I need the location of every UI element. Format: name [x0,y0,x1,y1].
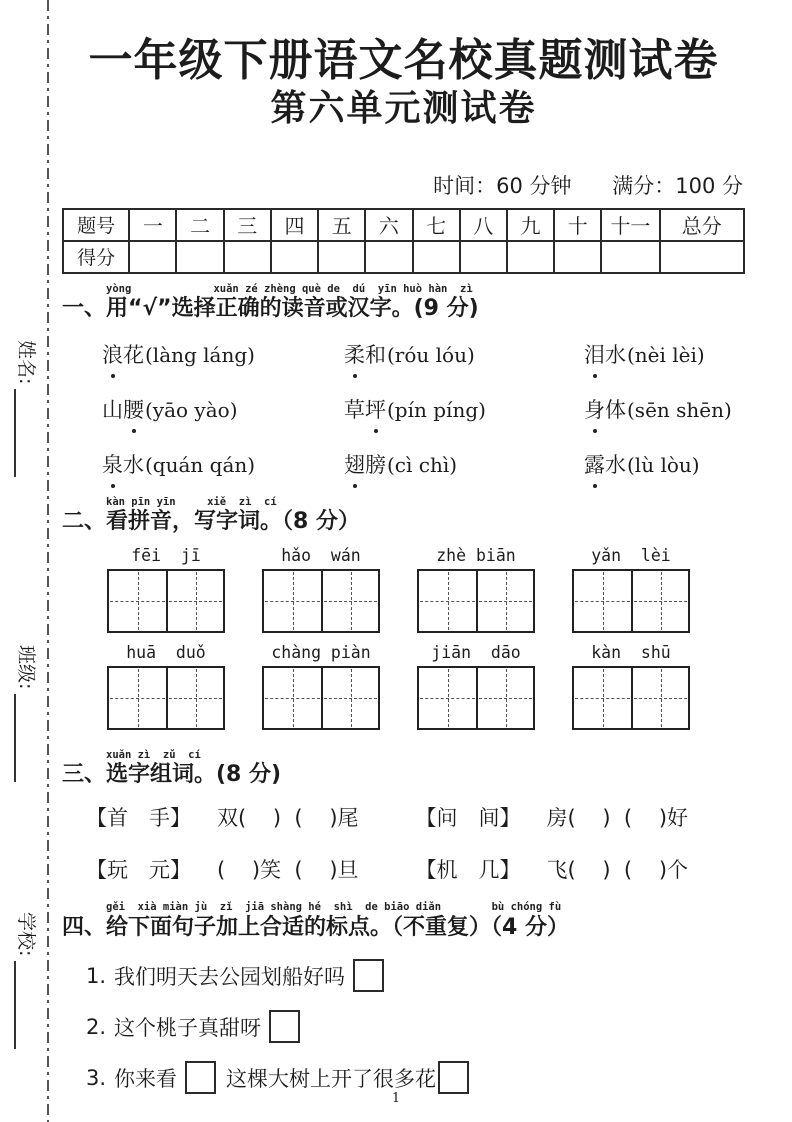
word-item: 露水(lù lòu) [584,449,745,479]
school-label: 学校: [15,912,37,957]
reading-choices[interactable]: (yāo yào) [145,397,238,422]
paper-content [62,0,745,1094]
word-item: 泉水(quán qán) [102,449,344,479]
writing-cell[interactable] [419,571,476,631]
char-choice-bracket: 【问 间】 [415,806,521,831]
score-table-score-row [63,241,744,273]
char-choice-blanks[interactable]: 飞( ) ( )个 [546,858,689,883]
writing-grid-pair [107,569,225,633]
reading-choices[interactable]: (róu lóu) [387,342,475,367]
pinyin-word: jiān dāo [431,642,521,662]
writing-grid-pair [572,569,690,633]
writing-cell[interactable] [166,571,223,631]
section3-groups [86,802,745,884]
score-cell[interactable] [460,241,507,273]
score-cell[interactable] [601,241,659,273]
section1-heading: 一、用“√”选择正确的读音或汉字。(9 分) [62,296,479,322]
char-choice-blanks[interactable]: 房( ) ( )好 [546,806,689,831]
time-info: 时间：60 分钟 [433,173,572,198]
punctuation-sentence [86,1061,745,1094]
writing-cell[interactable] [476,571,533,631]
word-item: 柔和(róu lóu) [344,339,584,369]
section4-heading: 四、给下面句子加上合适的标点。（不重复）（4 分） [62,914,569,940]
writing-cell[interactable] [631,571,688,631]
section3-heading: 三、选字组词。(8 分) [62,762,282,788]
writing-cell[interactable] [109,668,166,728]
pinyin-word: yǎn lèi [591,545,671,565]
dotted-char: 翅 [344,449,365,479]
sentence-text: 我们明天去公园划船好吗 [114,964,346,989]
writing-cell[interactable] [631,668,688,728]
sentence-text: 这个桃子真甜呀 [114,1015,262,1040]
writing-cell[interactable] [321,668,378,728]
section1-word-grid [102,339,745,479]
writing-cell[interactable] [166,668,223,728]
col-header: 十一 [601,209,659,241]
col-header: 六 [365,209,412,241]
writing-grid-pair [572,666,690,730]
binding-dashed-line [47,0,49,1122]
name-blank-line[interactable] [14,389,16,477]
word-item: 草坪(pín píng) [344,394,584,424]
col-header: 七 [413,209,460,241]
sentence-number: 2. [86,1014,107,1039]
writing-grid-pair [417,666,535,730]
writing-grid-row [107,666,745,730]
section2-heading: 二、看拼音，写字词。（8 分） [62,509,360,535]
col-header: 一 [129,209,176,241]
char-choice-group [86,854,416,884]
writing-cell[interactable] [109,571,166,631]
writing-grid-row [107,569,745,633]
word-item: 身体(sēn shēn) [584,394,745,424]
score-cell-total[interactable] [660,241,744,273]
pinyin-word: chàng piàn [271,642,371,662]
score-table [62,208,745,274]
col-header: 九 [507,209,554,241]
sentence-number: 1. [86,963,107,988]
pinyin-word: hǎo wán [281,545,361,565]
pinyin-word-row [107,643,745,662]
char-choice-group [416,854,746,884]
score-cell[interactable] [176,241,223,273]
student-school-field [14,912,41,1049]
char-choice-bracket: 【玩 元】 [86,858,191,883]
punctuation-box[interactable] [185,1061,216,1094]
writing-cell[interactable] [574,668,631,728]
writing-grid-pair [262,569,380,633]
writing-cell[interactable] [264,668,321,728]
char-choice-blanks[interactable]: ( )笑 ( )旦 [217,858,359,883]
col-header: 二 [176,209,223,241]
dotted-char: 坪 [365,394,386,424]
section1-pinyin: yòng xuǎn zé zhèng què de dú yīn huò hàn zì [106,282,473,295]
dotted-char: 泪 [584,339,605,369]
fullscore-info: 满分：100 分 [612,173,743,198]
writing-grid-pair [262,666,380,730]
writing-cell[interactable] [264,571,321,631]
score-cell[interactable] [365,241,412,273]
pinyin-word: zhè biān [436,545,516,565]
score-table-header-row [63,209,744,241]
dotted-char: 腰 [123,394,144,424]
sentence-text: 你来看 [114,1066,178,1091]
col-header: 四 [271,209,318,241]
student-name-field [14,340,41,477]
score-cell[interactable] [318,241,365,273]
punctuation-box[interactable] [438,1061,469,1094]
writing-cell[interactable] [476,668,533,728]
reading-choices[interactable]: (sēn shēn) [627,397,732,422]
exam-meta-line [62,170,745,200]
reading-choices[interactable]: (cì chì) [387,452,458,477]
score-cell[interactable] [413,241,460,273]
writing-grid-pair [107,666,225,730]
punctuation-sentence [86,959,745,992]
col-header: 八 [460,209,507,241]
char-choice-blanks[interactable]: 双( ) ( )尾 [217,806,359,831]
writing-cell[interactable] [574,571,631,631]
col-header: 三 [224,209,271,241]
sentence-text: 这棵大树上开了很多花 [226,1066,437,1091]
word-item: 浪花(làng láng) [102,339,344,369]
dotted-char: 浪 [102,339,123,369]
pinyin-word-row [107,546,745,565]
student-class-field [14,645,41,782]
score-cell[interactable] [129,241,176,273]
score-cell[interactable] [554,241,601,273]
writing-cell[interactable] [321,571,378,631]
dotted-char: 柔 [344,339,365,369]
score-cell[interactable] [224,241,271,273]
char-choice-bracket: 【机 几】 [415,858,521,883]
punctuation-box[interactable] [353,959,384,992]
reading-choices[interactable]: (nèi lèi) [627,342,705,367]
char-choice-group [86,802,416,832]
col-header: 十 [554,209,601,241]
col-header: 五 [318,209,365,241]
dotted-char: 泉 [102,449,123,479]
school-blank-line[interactable] [14,961,16,1049]
page-number: 1 [391,1091,401,1106]
score-cell[interactable] [271,241,318,273]
class-blank-line[interactable] [14,694,16,782]
dotted-char: 露 [584,449,605,479]
writing-cell[interactable] [419,668,476,728]
punctuation-box[interactable] [269,1010,300,1043]
section4-pinyin: gěi xià miàn jù zǐ jiā shàng hé shì de biāo diǎn bù chóng fù [106,901,562,914]
section3-pinyin: xuǎn zì zǔ cí [106,748,201,761]
pinyin-word: huā duǒ [126,642,206,662]
pinyin-word: fēi jī [131,545,201,565]
punctuation-sentence [86,1010,745,1043]
reading-choices[interactable]: (pín píng) [387,397,486,422]
question-number-label: 题号 [63,209,129,241]
score-label: 得分 [63,241,129,273]
reading-choices[interactable]: (lù lòu) [627,452,700,477]
dotted-char: 身 [584,394,605,424]
reading-choices[interactable]: (quán qán) [145,452,256,477]
reading-choices[interactable]: (làng láng) [145,342,255,367]
col-header-total: 总分 [660,209,744,241]
writing-grid-pair [417,569,535,633]
score-cell[interactable] [507,241,554,273]
class-label: 班级: [15,645,37,690]
section2-pinyin: kàn pīn yīn xiě zì cí [106,495,277,508]
sentence-number: 3. [86,1065,107,1090]
paper-subtitle: 第六单元测试卷 [270,87,537,129]
paper-title: 一年级下册语文名校真题测试卷 [88,35,719,86]
pinyin-word: kàn shū [591,642,671,662]
word-item: 山腰(yāo yào) [102,394,344,424]
char-choice-group [416,802,746,832]
char-choice-bracket: 【首 手】 [86,806,191,831]
name-label: 姓名: [15,340,37,385]
word-item: 翅膀(cì chì) [344,449,584,479]
word-item: 泪水(nèi lèi) [584,339,745,369]
